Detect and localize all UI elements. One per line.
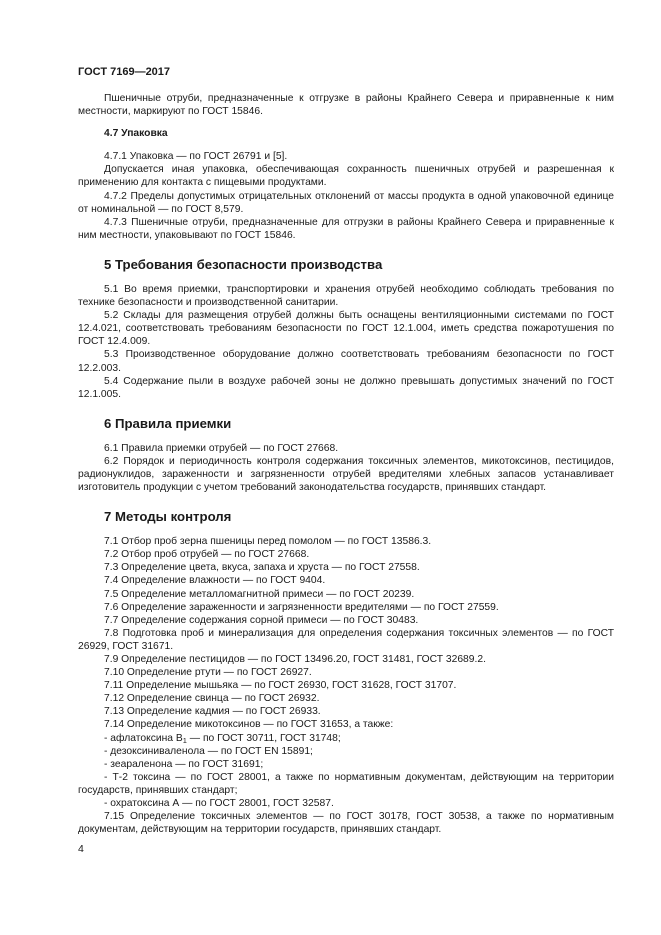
paragraph-7-1: 7.1 Отбор проб зерна пшеницы перед помолом — по ГОСТ 13586.3. bbox=[104, 536, 432, 548]
paragraph-7-14: 7.14 Определение микотоксинов — по ГОСТ 31653, а также: bbox=[104, 719, 394, 731]
paragraph-7-11: 7.11 Определение мышьяка — по ГОСТ 26930, ГОСТ 31628, ГОСТ 31707. bbox=[104, 680, 457, 692]
paragraph-5-2: 5.2 Склады для размещения отрубей должны быть оснащены вентиляционными системами по ГОСТ 12.4.021, соответствовать требованиям безопасности по ГОСТ 12.1.004, иметь средства пожаротушения по ГОСТ 12.4.009. bbox=[78, 310, 614, 348]
page-number: 4 bbox=[78, 843, 84, 855]
paragraph-6-1: 6.1 Правила приемки отрубей — по ГОСТ 27668. bbox=[104, 442, 339, 454]
list-item-aflatoxin bbox=[78, 732, 614, 745]
list-item-t2-toxin: - Т-2 токсина — по ГОСТ 28001, а также по нормативным документам, действующим на территории государств, принявших стандарт; bbox=[78, 771, 614, 796]
paragraph-7-6: 7.6 Определение зараженности и загрязненности вредителями — по ГОСТ 27559. bbox=[104, 601, 499, 613]
section-heading-7: 7 Методы контроля bbox=[104, 509, 232, 525]
paragraph-4-7-1: 4.7.1 Упаковка — по ГОСТ 26791 и [5]. bbox=[104, 151, 288, 163]
subscript-index: 1 bbox=[182, 735, 187, 745]
page-header-doc-code: ГОСТ 7169—2017 bbox=[78, 66, 171, 78]
paragraph-intro: Пшеничные отруби, предназначенные к отгрузке в районы Крайнего Севера и приравненные к ним местности, маркируют по ГОСТ 15846. bbox=[78, 93, 614, 118]
paragraph-7-8: 7.8 Подготовка проб и минерализация для определения содержания токсичных элементов — по ГОСТ 26929, ГОСТ 31671. bbox=[78, 627, 614, 652]
paragraph-5-1: 5.1 Во время приемки, транспортировки и хранения отрубей необходимо соблюдать требования по технике безопасности и производственной санитарии. bbox=[78, 283, 614, 309]
paragraph-7-3: 7.3 Определение цвета, вкуса, запаха и хруста — по ГОСТ 27558. bbox=[104, 562, 420, 574]
paragraph-7-12: 7.12 Определение свинца — по ГОСТ 26932. bbox=[104, 693, 320, 705]
paragraph-5-4: 5.4 Содержание пыли в воздухе рабочей зоны не должно превышать допустимых значений по ГОСТ 12.1.005. bbox=[78, 375, 614, 400]
list-item-aflatoxin-text: - афлатоксина В bbox=[104, 732, 183, 744]
document-body bbox=[78, 92, 614, 836]
section-heading-6: 6 Правила приемки bbox=[104, 415, 232, 431]
section-heading-5: 5 Требования безопасности производства bbox=[104, 256, 383, 272]
paragraph-7-2: 7.2 Отбор проб отрубей — по ГОСТ 27668. bbox=[104, 549, 310, 561]
paragraph-7-10: 7.10 Определение ртути — по ГОСТ 26927. bbox=[104, 667, 312, 679]
list-item-aflatoxin-refs: — по ГОСТ 30711, ГОСТ 31748; bbox=[186, 732, 341, 744]
paragraph-7-5: 7.5 Определение металломагнитной примеси — по ГОСТ 20239. bbox=[104, 588, 415, 600]
list-item-zearalenone: - зеараленона — по ГОСТ 31691; bbox=[104, 758, 264, 770]
subsection-heading-4-7: 4.7 Упаковка bbox=[104, 128, 168, 140]
paragraph-4-7-3: 4.7.3 Пшеничные отруби, предназначенные для отгрузки в районы Крайнего Севера и приравненные к ним местности, упаковывают по ГОСТ 15846. bbox=[78, 216, 614, 241]
paragraph-7-13: 7.13 Определение кадмия — по ГОСТ 26933. bbox=[104, 706, 321, 718]
paragraph-7-9: 7.9 Определение пестицидов — по ГОСТ 13496.20, ГОСТ 31481, ГОСТ 32689.2. bbox=[104, 654, 486, 665]
paragraph-6-2: 6.2 Порядок и периодичность контроля содержания токсичных элементов, микотоксинов, пестицидов, радионуклидов, зараженности и загрязненности отрубей вредителями хлебных запасов устанавливает изготовитель продукции с учетом требований законодательства государств, принявших стандарт. bbox=[78, 455, 614, 494]
paragraph-4-7-2: 4.7.2 Пределы допустимых отрицательных отклонений от массы продукта в одной упаковочной единице от номинальной — по ГОСТ 8,579. bbox=[78, 190, 614, 215]
paragraph-5-3: 5.3 Производственное оборудование должно соответствовать требованиям безопасности по ГОСТ 12.2.003. bbox=[78, 349, 614, 374]
paragraph-7-4: 7.4 Определение влажности — по ГОСТ 9404. bbox=[104, 575, 326, 587]
paragraph-4-7-1-note: Допускается иная упаковка, обеспечивающая сохранность пшеничных отрубей и разрешенная к применению для контакта с пищевыми продуктами. bbox=[78, 164, 614, 189]
list-item-ochratoxin: - охратоксина А — по ГОСТ 28001, ГОСТ 32587. bbox=[104, 798, 334, 810]
paragraph-7-15: 7.15 Определение токсичных элементов — по ГОСТ 30178, ГОСТ 30538, а также по нормативным документам, действующим на территории государств, принявших стандарт. bbox=[78, 811, 614, 836]
paragraph-7-7: 7.7 Определение содержания сорной примеси — по ГОСТ 30483. bbox=[104, 614, 419, 626]
list-item-deoxynivalenol: - дезоксиниваленола — по ГОСТ EN 15891; bbox=[104, 745, 313, 757]
